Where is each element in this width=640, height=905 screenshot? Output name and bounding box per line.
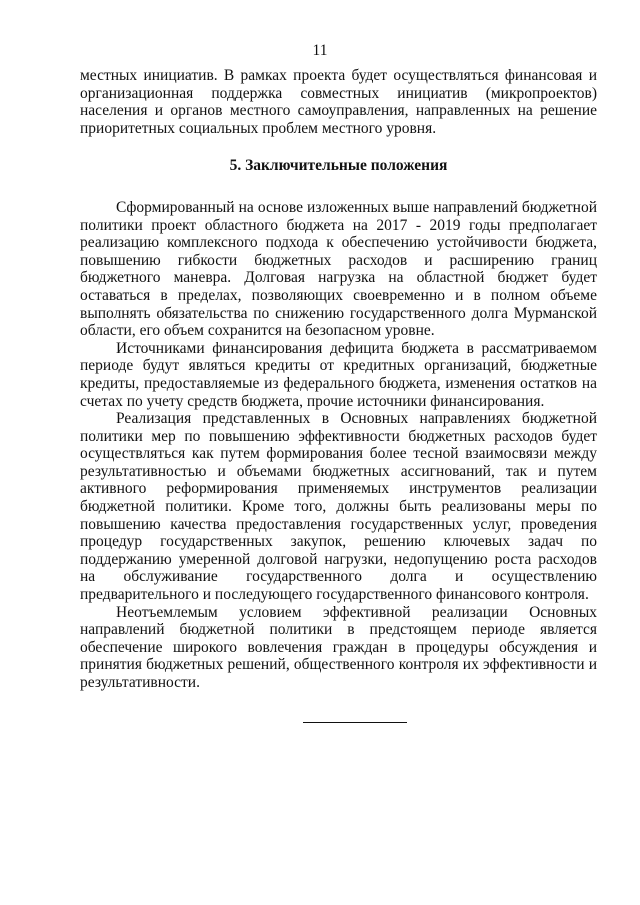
section-paragraph-1: Сформированный на основе изложенных выше направлений бюджетной политики проект областного бюджета на 2017 - 2019 годы предполагает реализацию комплексного подхода к обеспечению устойчивости бюджета, повышению гибкости бюджетных расходов и расширению границ бюджетного маневра. Долговая нагрузка на областной бюджет будет оставаться в пределах, позволяющих своевременно и в полном объеме выполнять обязательства по снижению государственного долга Мурманской области, его объем сохранится на безопасном уровне. [80,198,597,340]
section-heading: 5. Заключительные положения [229,157,448,175]
intro-paragraph: местных инициатив. В рамках проекта будет осуществляться финансовая и организационная поддержка совместных инициатив (микропроектов) населения и органов местного самоуправления, направленных на решение приоритетных социальных проблем местного уровня. [80,67,597,137]
section-paragraph-4: Неотъемлемым условием эффективной реализации Основных направлений бюджетной политики в предстоящем периоде является обеспечение широкого вовлечения граждан в процедуры обсуждения и принятия бюджетных решений, общественного контроля их эффективности и результативности. [80,603,597,691]
section-paragraph-2: Источниками финансирования дефицита бюджета в рассматриваемом периоде будут являться кредиты от кредитных организаций, бюджетные кредиты, предоставляемые из федерального бюджета, изменения остатков на счетах по учету средств бюджета, прочие источники финансирования. [80,339,597,410]
closing-rule [303,722,407,723]
page-number: 11 [312,42,328,59]
section-paragraph-3: Реализация представленных в Основных направлениях бюджетной политики мер по повышению эффективности бюджетных расходов будет осуществляться как путем формирования более тесной взаимосвязи между результативностью и объемами бюджетных ассигнований, так и путем активного реформирования применяемых инструментов реализации бюджетной политики. Кроме того, должны быть реализованы меры по повышению качества предоставления государственных услуг, проведения процедур государственных закупок, решению ключевых задач по поддержанию умеренной долговой нагрузки, недопущению роста расходов на обслуживание государственного долга и осуществлению предварительного и последующего государственного финансового контроля. [80,410,597,604]
document-body [80,67,597,692]
